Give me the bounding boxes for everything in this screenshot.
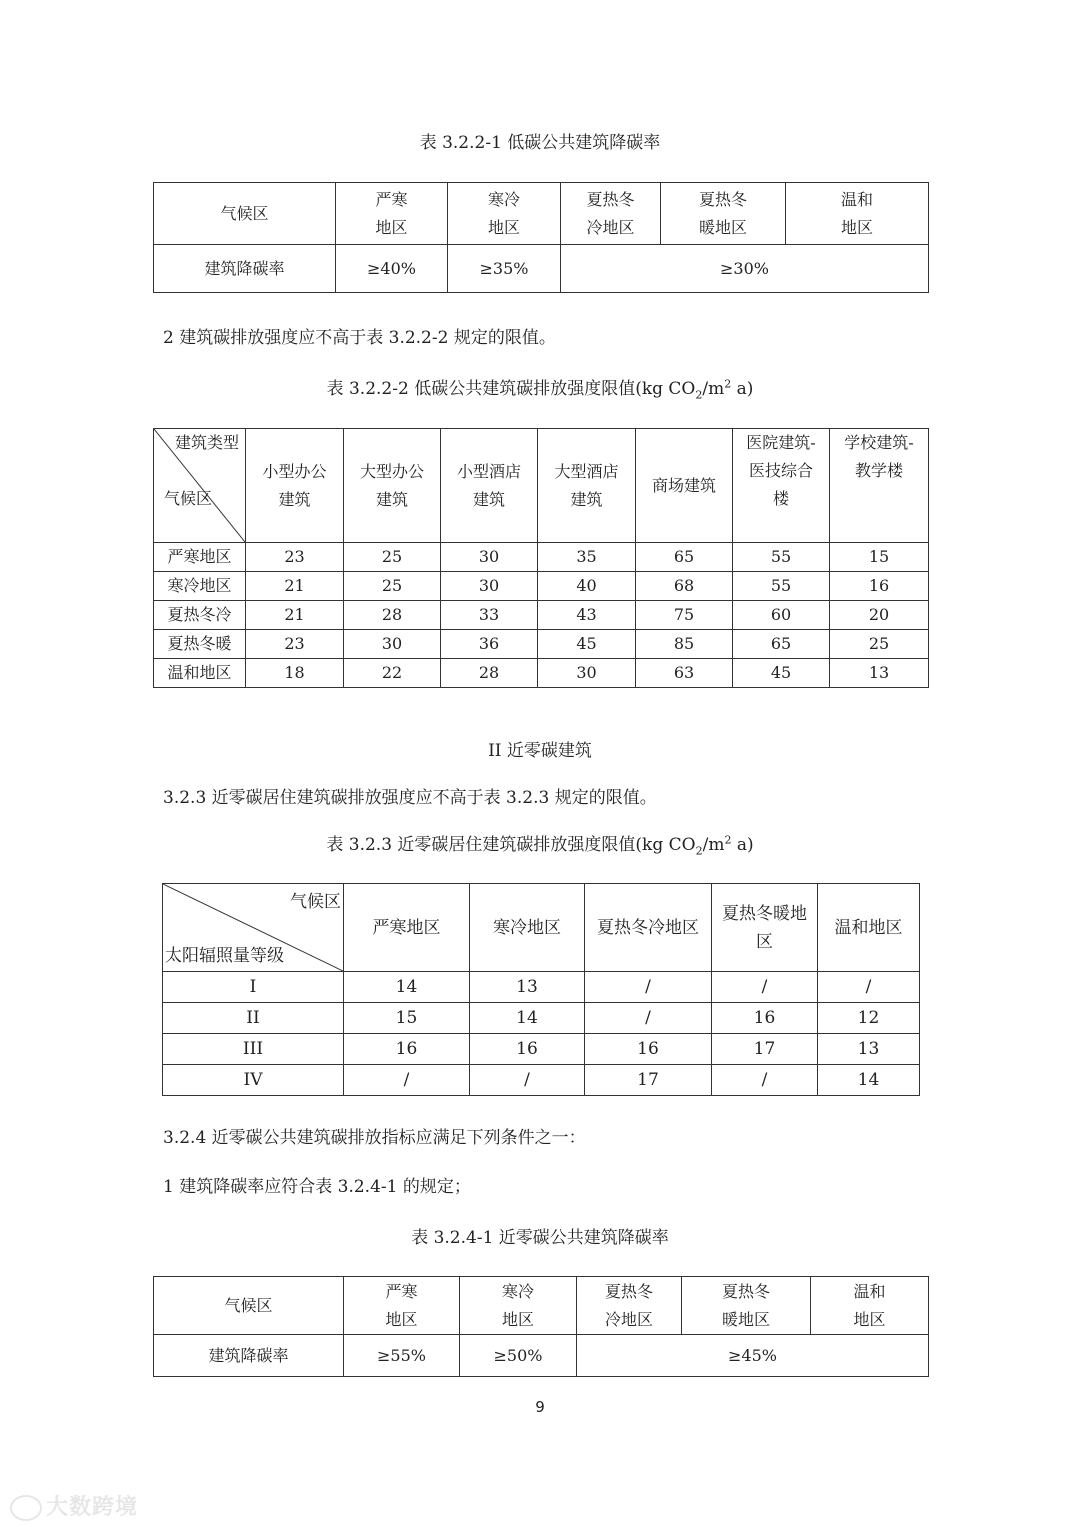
row-label-carbon-reduction: 建筑降碳率 <box>154 245 336 293</box>
cell-value: ≥45% <box>577 1335 929 1377</box>
cell-value: 85 <box>636 630 733 659</box>
cell-value: 63 <box>636 659 733 688</box>
corner-header <box>154 429 246 543</box>
header-hot-summer-cold-winter: 夏热冬 冷地区 <box>561 183 661 245</box>
cell-value: ≥55% <box>344 1335 460 1377</box>
table-row <box>154 572 929 601</box>
row-label: 温和地区 <box>154 659 246 688</box>
row-label-carbon-reduction: 建筑降碳率 <box>154 1335 344 1377</box>
table-row <box>163 972 920 1003</box>
header-mild: 温和地区 <box>818 884 920 972</box>
corner-bottom-label: 气候区 <box>164 489 213 508</box>
cell-value: 55 <box>733 543 830 572</box>
header-cold: 寒冷 地区 <box>448 183 561 245</box>
table-row <box>154 659 929 688</box>
corner-top-label: 气候区 <box>290 892 341 912</box>
table-row <box>154 630 929 659</box>
header-hot-summer-warm-winter: 夏热冬 暖地区 <box>682 1277 811 1335</box>
table-3-2-4-1 <box>153 1276 929 1377</box>
cell-value: 36 <box>441 630 538 659</box>
cell-value: ≥30% <box>561 245 929 293</box>
table-row <box>154 601 929 630</box>
header-hot-summer-cold-winter: 夏热冬冷地区 <box>585 884 712 972</box>
row-label: 寒冷地区 <box>154 572 246 601</box>
table-3-2-2-2-caption: 表 3.2.2-2 低碳公共建筑碳排放强度限值(kg $CO_2/m^2$ a) <box>326 377 754 402</box>
cell-value: 16 <box>830 572 929 601</box>
cell-value: 55 <box>733 572 830 601</box>
paragraph-1: 1 建筑降碳率应符合表 3.2.4-1 的规定； <box>163 1177 471 1197</box>
header-severe-cold: 严寒 地区 <box>336 183 448 245</box>
row-label: 夏热冬冷 <box>154 601 246 630</box>
cell-value: 75 <box>636 601 733 630</box>
cell-value: / <box>818 972 920 1003</box>
cell-value: 16 <box>344 1034 470 1065</box>
row-label: 严寒地区 <box>154 543 246 572</box>
cell-value: 14 <box>818 1065 920 1096</box>
table-3-2-4-1-caption: 表 3.2.4-1 近零碳公共建筑降碳率 <box>411 1228 669 1248</box>
header-small-office: 小型办公 建筑 <box>246 429 344 543</box>
table-row <box>163 1003 920 1034</box>
cell-value: 18 <box>246 659 344 688</box>
table-3-2-2-2 <box>153 428 929 688</box>
header-cold: 寒冷地区 <box>470 884 585 972</box>
watermark <box>10 1490 138 1521</box>
cell-value: 25 <box>344 572 441 601</box>
table-row <box>154 543 929 572</box>
header-mild: 温和 地区 <box>811 1277 929 1335</box>
cell-value: 68 <box>636 572 733 601</box>
cell-value: 21 <box>246 601 344 630</box>
cell-value: 45 <box>538 630 636 659</box>
watermark-text: 大数跨境 <box>46 1495 139 1520</box>
header-small-hotel: 小型酒店 建筑 <box>441 429 538 543</box>
row-label: III <box>163 1034 344 1065</box>
cell-value: 25 <box>830 630 929 659</box>
cell-value: 35 <box>538 543 636 572</box>
cell-value: 17 <box>712 1034 818 1065</box>
cell-value: 14 <box>470 1003 585 1034</box>
cell-value: 30 <box>441 543 538 572</box>
row-label: I <box>163 972 344 1003</box>
row-label: 夏热冬暖 <box>154 630 246 659</box>
cell-value: ≥35% <box>448 245 561 293</box>
header-hot-summer-cold-winter: 夏热冬 冷地区 <box>577 1277 682 1335</box>
cell-value: 25 <box>344 543 441 572</box>
header-large-hotel: 大型酒店 建筑 <box>538 429 636 543</box>
cell-value: / <box>712 1065 818 1096</box>
table-3-2-2-1 <box>153 182 929 293</box>
corner-bottom-label: 太阳辐照量等级 <box>165 946 284 966</box>
paragraph-3-2-3: 3.2.3 近零碳居住建筑碳排放强度应不高于表 3.2.3 规定的限值。 <box>163 788 657 808</box>
row-label-climate-zone: 气候区 <box>154 183 336 245</box>
cell-value: 15 <box>830 543 929 572</box>
row-label: IV <box>163 1065 344 1096</box>
cell-value: ≥40% <box>336 245 448 293</box>
table-3-2-3-caption: 表 3.2.3 近零碳居住建筑碳排放强度限值(kg $CO_2/m^2$ a) <box>326 833 754 858</box>
cell-value: 30 <box>344 630 441 659</box>
corner-header <box>163 884 344 972</box>
cell-value: 16 <box>470 1034 585 1065</box>
cell-value: 28 <box>344 601 441 630</box>
header-school: 学校建筑- 教学楼 <box>830 429 929 543</box>
section-heading: II 近零碳建筑 <box>488 741 592 761</box>
table-3-2-2-1-caption: 表 3.2.2-1 低碳公共建筑降碳率 <box>419 133 661 153</box>
header-severe-cold: 严寒 地区 <box>344 1277 460 1335</box>
header-cold: 寒冷 地区 <box>460 1277 577 1335</box>
page-number: 9 <box>535 1398 545 1416</box>
row-label: II <box>163 1003 344 1034</box>
cell-value: / <box>585 972 712 1003</box>
paragraph-3-2-4: 3.2.4 近零碳公共建筑碳排放指标应满足下列条件之一： <box>163 1128 586 1148</box>
cell-value: 23 <box>246 543 344 572</box>
cell-value: 13 <box>818 1034 920 1065</box>
cell-value: 65 <box>733 630 830 659</box>
cell-value: 40 <box>538 572 636 601</box>
cell-value: / <box>344 1065 470 1096</box>
cell-value: 65 <box>636 543 733 572</box>
cell-value: 60 <box>733 601 830 630</box>
cell-value: 16 <box>712 1003 818 1034</box>
table-3-2-3 <box>162 883 920 1096</box>
cell-value: / <box>712 972 818 1003</box>
header-hot-summer-warm-winter: 夏热冬 暖地区 <box>661 183 786 245</box>
header-severe-cold: 严寒地区 <box>344 884 470 972</box>
watermark-logo-icon <box>10 1495 42 1521</box>
paragraph-2: 2 建筑碳排放强度应不高于表 3.2.2-2 规定的限值。 <box>163 328 556 348</box>
cell-value: 22 <box>344 659 441 688</box>
table-row <box>163 1065 920 1096</box>
header-mall: 商场建筑 <box>636 429 733 543</box>
cell-value: 21 <box>246 572 344 601</box>
cell-value: ≥50% <box>460 1335 577 1377</box>
cell-value: 16 <box>585 1034 712 1065</box>
cell-value: 45 <box>733 659 830 688</box>
cell-value: 13 <box>830 659 929 688</box>
header-mild: 温和 地区 <box>786 183 929 245</box>
cell-value: 23 <box>246 630 344 659</box>
cell-value: 15 <box>344 1003 470 1034</box>
corner-top-label: 建筑类型 <box>174 433 239 452</box>
cell-value: 14 <box>344 972 470 1003</box>
cell-value: / <box>470 1065 585 1096</box>
cell-value: 43 <box>538 601 636 630</box>
cell-value: 33 <box>441 601 538 630</box>
header-large-office: 大型办公 建筑 <box>344 429 441 543</box>
cell-value: 17 <box>585 1065 712 1096</box>
cell-value: 28 <box>441 659 538 688</box>
cell-value: 12 <box>818 1003 920 1034</box>
header-hospital: 医院建筑- 医技综合 楼 <box>733 429 830 543</box>
cell-value: 30 <box>441 572 538 601</box>
table-row <box>163 1034 920 1065</box>
cell-value: 13 <box>470 972 585 1003</box>
cell-value: 20 <box>830 601 929 630</box>
cell-value: 30 <box>538 659 636 688</box>
cell-value: / <box>585 1003 712 1034</box>
header-hot-summer-warm-winter: 夏热冬暖地 区 <box>712 884 818 972</box>
row-label-climate-zone: 气候区 <box>154 1277 344 1335</box>
